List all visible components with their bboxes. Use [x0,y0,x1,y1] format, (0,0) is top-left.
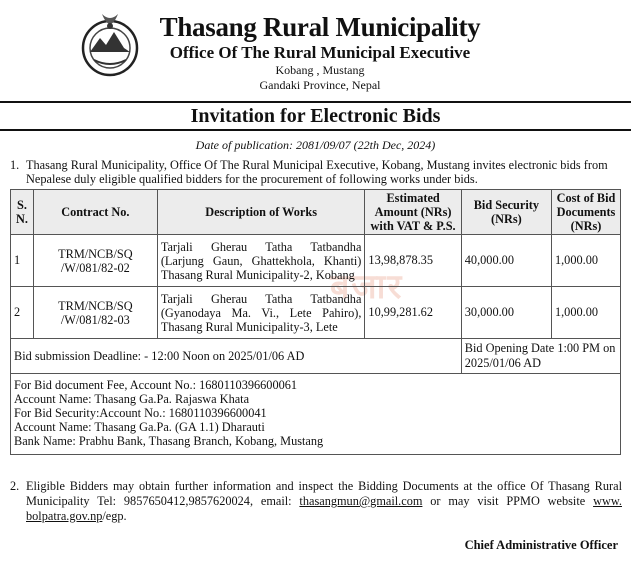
address-line-2: Gandaki Province, Nepal [259,78,381,92]
watermark: बजार [330,267,404,307]
submission-deadline: Bid submission Deadline: - 12:00 Noon on 2025/01/06 AD [11,339,462,374]
paragraph-1 [10,158,622,186]
header-security: Bid Security (NRs) [461,190,551,235]
publication-date: Date of publication: 2081/09/07 (22th Dec, 2024) [195,138,436,152]
row-description: Tarjali Gherau Tatha Tatbandha (Gyanodaya Ma. Vi., Lete Pahiro), Thasang Rural Municipality-3, Lete [157,287,365,339]
row-security: 30,000.00 [461,287,551,339]
paragraph-1-text: Thasang Rural Municipality, Office Of The Rural Municipal Executive, Kobang, Mustang invites electronic bids from Nepalese duly eligible qualified bidders for the procurement of following works under bids. [26,158,608,186]
notice-banner: Invitation for Electronic Bids [0,101,631,131]
table-header-row [11,190,621,235]
bank-info-line: Account Name: Thasang Ga.Pa. Rajaswa Khata [14,392,250,406]
row-cost: 1,000.00 [551,235,620,287]
header-description: Description of Works [157,190,365,235]
bank-info-line: For Bid document Fee, Account No.: 1680110396600061 [14,378,298,392]
signature-title: Chief Administrative Officer [464,538,618,552]
row-security: 40,000.00 [461,235,551,287]
table-row [11,287,621,339]
deadline-row [11,339,621,374]
row-sn: 1 [11,235,34,287]
row-amount: 10,99,281.62 [365,287,461,339]
header-contract: Contract No. [33,190,157,235]
paragraph-2-text [26,479,622,524]
paragraph-2-text-middle: or may visit PPMO website [422,494,594,508]
row-contract: TRM/NCB/SQ /W/081/82-02 [33,235,157,287]
email-link[interactable]: thasangmun@gmail.com [299,494,423,508]
header-sn: S. N. [11,190,34,235]
header-amount: Estimated Amount (NRs) with VAT & P.S. [365,190,461,235]
row-cost: 1,000.00 [551,287,620,339]
bank-info-line: Bank Name: Prabhu Bank, Thasang Branch, Kobang, Mustang [14,434,324,448]
header-cost: Cost of Bid Documents (NRs) [551,190,620,235]
row-sn: 2 [11,287,34,339]
table-row [11,235,621,287]
paragraph-2 [10,479,622,524]
paragraph-2-number: 2. [10,479,20,493]
office-subtitle: Office Of The Rural Municipal Executive [169,43,471,62]
nepal-emblem-logo [76,10,144,78]
row-contract: TRM/NCB/SQ /W/081/82-03 [33,287,157,339]
paragraph-2-text-after: /egp. [102,509,127,523]
bank-info-row [11,374,621,455]
bids-table [10,189,621,455]
row-amount: 13,98,878.35 [365,235,461,287]
bank-info [11,374,621,455]
paragraph-1-number: 1. [10,158,20,172]
website-link[interactable]: www. bolpatra.gov.np [26,494,622,523]
bank-info-line: For Bid Security:Account No.: 1680110396600041 [14,406,267,420]
municipality-title: Thasang Rural Municipality [159,12,481,42]
paragraph-2-text-before: Eligible Bidders may obtain further information and inspect the Bidding Documents at the office Of Thasang Rural Municipality Tel: 9857650412,9857620024, email: [26,479,622,508]
address-line-1: Kobang , Mustang [275,63,365,77]
bank-info-line: Account Name: Thasang Ga.Pa. (GA 1.1) Dharauti [14,420,265,434]
row-description: Tarjali Gherau Tatha Tatbandha (Larjung Gaun, Ghattekhola, Khanti) Thasang Rural Municipality-2, Kobang [157,235,365,287]
opening-date: Bid Opening Date 1:00 PM on 2025/01/06 AD [461,339,620,374]
